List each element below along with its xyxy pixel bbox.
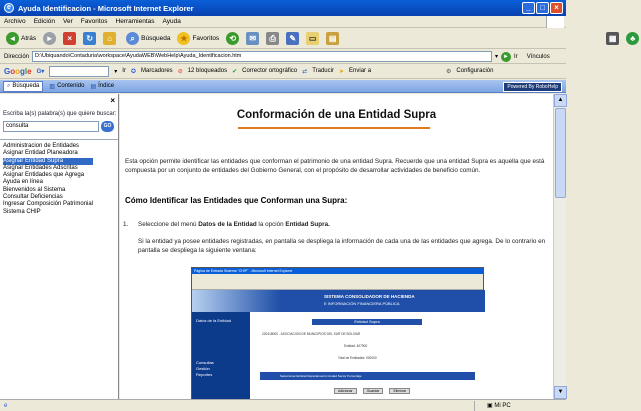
book-icon: ▥ xyxy=(49,83,56,90)
computer-icon: ▣ xyxy=(487,403,493,409)
google-toolbar xyxy=(0,64,566,79)
stop-button[interactable] xyxy=(61,31,78,47)
menu-herramientas[interactable]: Herramientas xyxy=(115,18,155,25)
search-pane xyxy=(0,94,119,399)
forward-arrow-icon: ► xyxy=(43,32,56,45)
emb-side-item: Reportes xyxy=(196,372,213,377)
google-dropdown-icon[interactable]: ▾ xyxy=(114,68,118,75)
windows-logo-icon xyxy=(546,16,564,28)
back-button[interactable] xyxy=(4,31,38,47)
close-button[interactable]: × xyxy=(550,2,563,14)
refresh-button[interactable] xyxy=(81,31,98,47)
stop-icon: × xyxy=(63,32,76,45)
mail-button[interactable] xyxy=(244,31,261,47)
list-item[interactable]: Administracion de Entidades xyxy=(3,143,80,149)
list-item[interactable]: Ingresar Composición Patrimonial xyxy=(3,201,94,208)
vertical-scrollbar[interactable] xyxy=(553,94,566,399)
google-star-icon[interactable]: ✪ xyxy=(130,68,136,75)
list-item[interactable]: Sistema CHIP xyxy=(3,208,41,215)
section-heading: Cómo Identificar las Entidades que Conforman una Supra: xyxy=(125,196,348,205)
tab-indice[interactable] xyxy=(90,83,114,90)
list-item[interactable]: Consultar Deficiencias xyxy=(3,194,63,201)
favorites-label: Favoritos xyxy=(192,35,220,42)
tab-busqueda[interactable] xyxy=(3,81,43,92)
address-bar xyxy=(0,50,566,64)
search-label: Escriba la(s) palabra(s) que quiere buscar: xyxy=(3,111,117,117)
title-underline xyxy=(238,127,430,129)
step-number: 1. xyxy=(123,221,129,228)
links-button[interactable]: Vínculos xyxy=(526,53,550,60)
robohelp-badge: Powered By RoboHelp xyxy=(503,82,562,92)
list-item[interactable]: Bienvenidos al Sistema xyxy=(3,186,66,193)
emb-side-item: Consultas xyxy=(196,360,214,365)
tab-busqueda-label: Búsqueda xyxy=(12,83,40,89)
mail-icon: ✉ xyxy=(246,32,259,45)
go-button[interactable]: Ir xyxy=(514,53,518,60)
go-arrow-icon[interactable]: ► xyxy=(501,52,511,62)
google-logo: Google xyxy=(4,66,32,76)
emb-side-item: Datos de la Entidad xyxy=(196,318,231,323)
spellcheck-icon: ✔ xyxy=(232,68,238,75)
print-button[interactable] xyxy=(264,31,281,47)
standard-toolbar xyxy=(0,29,636,49)
search-pane-header xyxy=(0,94,118,140)
popup-blocked-button[interactable]: 12 bloqueados xyxy=(187,68,228,74)
emb-side-item: Gestión xyxy=(196,366,210,371)
printer-icon: ⎙ xyxy=(266,32,279,45)
emb-line: Entidad: 407900 xyxy=(344,344,368,348)
scroll-up-icon[interactable]: ▲ xyxy=(554,94,567,107)
edit-button[interactable] xyxy=(284,31,301,47)
step-text-pre: Seleccione del menú xyxy=(138,221,199,228)
search-go-button[interactable]: GO xyxy=(101,121,114,132)
back-arrow-icon: ◄ xyxy=(6,32,19,45)
messenger-button[interactable] xyxy=(324,31,341,47)
step-text-mid: la opción xyxy=(256,221,286,228)
emb-button: Eliminar xyxy=(389,388,410,394)
extra-tool-button[interactable] xyxy=(604,31,621,47)
history-icon: ⟲ xyxy=(226,32,239,45)
list-item[interactable]: Asignar Entidad Planeadora xyxy=(3,150,78,157)
ie-logo-icon: e xyxy=(4,3,14,13)
messenger-icon-button[interactable] xyxy=(624,31,641,47)
intro-paragraph: Esta opción permite identificar las entidades que conforman el patrimonio de una entidad Supra. Recuerde que una entidad Supra es aquella que está compuesta por un conjunto de entidades del Gobierno General, con el propósito de desarrollar actividades de beneficio común. xyxy=(125,158,545,174)
send-icon: ➤ xyxy=(338,68,345,75)
maximize-button[interactable]: □ xyxy=(536,2,549,14)
step-detail: Si la entidad ya posee entidades registradas, en pantalla se despliega la información de cada una de las entidades que agrega. De lo contrario en pantalla se despliega la siguiente ventana: xyxy=(138,238,546,254)
search-icon: ⌕ xyxy=(126,32,139,45)
google-settings-icon: ⚙ xyxy=(446,68,452,75)
step-menu-name: Datos de la Entidad xyxy=(198,221,257,228)
google-settings-button[interactable]: Configuración xyxy=(456,68,494,74)
title-bar xyxy=(0,0,566,16)
banner-line-2: E INFORMACIÓN FINANCIERA PÚBLICA xyxy=(324,301,400,306)
emb-button: Adicionar xyxy=(334,388,357,394)
home-button[interactable] xyxy=(101,31,118,47)
popup-blocked-icon: ⊘ xyxy=(177,68,183,75)
translate-button[interactable]: Traducir xyxy=(312,68,334,74)
menu-edicion[interactable]: Edición xyxy=(33,18,56,25)
embedded-screenshot xyxy=(191,267,484,399)
translate-icon: ⇄ xyxy=(302,68,308,75)
google-search-input[interactable] xyxy=(49,66,109,77)
spellcheck-button[interactable]: Corrector ortográfico xyxy=(242,68,298,74)
scroll-thumb[interactable] xyxy=(555,108,566,198)
favorites-button[interactable] xyxy=(175,31,221,47)
embedded-title-bar: Página de Entrada Sistema "CHIP" - Microsoft Internet Explorer xyxy=(192,268,483,274)
scroll-down-icon[interactable]: ▼ xyxy=(554,386,567,399)
emb-line: 220418000 - ASOCIACION DE MUNICIPIOS DEL SUR DE BOLIVAR xyxy=(262,332,361,336)
page-done-icon: e xyxy=(4,402,8,409)
minimize-button[interactable]: _ xyxy=(522,2,535,14)
address-input[interactable]: D:\Ubiquando\Contaduria\workspace\AyudaWEB\WebHelp\Ayuda_Identificacion.htm xyxy=(32,51,492,62)
edit-icon: ✎ xyxy=(286,32,299,45)
emb-buttons xyxy=(334,388,410,394)
menu-ver[interactable]: Ver xyxy=(63,18,73,25)
menu-ayuda[interactable]: Ayuda xyxy=(162,18,181,25)
embedded-banner xyxy=(192,290,485,312)
bookmarks-button[interactable]: Marcadores xyxy=(141,68,173,74)
search-button[interactable] xyxy=(124,31,172,47)
step-option-name: Entidad Supra. xyxy=(285,221,330,228)
menu-archivo[interactable]: Archivo xyxy=(4,18,26,25)
menu-bar xyxy=(0,16,566,28)
emb-line: Total de Entidades: 000000 xyxy=(338,356,377,360)
help-navigation-bar xyxy=(0,80,566,93)
embedded-main xyxy=(250,312,485,400)
help-content xyxy=(120,94,553,399)
folder-icon: ▭ xyxy=(306,32,319,45)
embedded-sidebar xyxy=(192,312,250,400)
home-icon: ⌂ xyxy=(103,32,116,45)
emb-section-header: Entidad Supra xyxy=(312,319,422,325)
page-title: Conformación de una Entidad Supra xyxy=(236,109,437,121)
close-pane-icon[interactable]: × xyxy=(110,96,115,105)
window-title: Ayuda Identificacion - Microsoft Internet Explorer xyxy=(18,3,194,13)
tool-icon: ▦ xyxy=(606,32,619,45)
forward-button[interactable] xyxy=(41,31,58,47)
status-bar xyxy=(0,399,566,411)
list-item[interactable]: Ayuda en línea xyxy=(3,179,43,186)
google-go-button[interactable]: Ir xyxy=(122,68,126,74)
messenger-icon: ♣ xyxy=(626,32,639,45)
send-to-button[interactable]: Enviar a xyxy=(349,68,372,74)
zone-label: Mi PC xyxy=(494,403,511,409)
list-item[interactable]: Asignar Entidades que Agrega xyxy=(3,172,85,179)
embedded-toolbars xyxy=(192,274,483,290)
emb-table-header: Seleccionar Entidad Departamento Ciudad Sector Porcentaje xyxy=(260,372,475,380)
banner-line-1: SISTEMA CONSOLIDADOR DE HACIENDA xyxy=(324,294,415,299)
security-zone xyxy=(474,401,511,411)
tab-contenido[interactable] xyxy=(49,83,84,90)
address-label: Dirección xyxy=(4,53,30,60)
refresh-icon: ↻ xyxy=(83,32,96,45)
address-dropdown-icon[interactable]: ▾ xyxy=(495,54,499,60)
search-tab-icon: ⌕ xyxy=(7,82,11,89)
search-input[interactable]: consulta xyxy=(3,121,99,132)
tab-indice-label: Índice xyxy=(98,83,115,89)
list-item[interactable]: Asignar Entidades Adscritas xyxy=(3,164,78,171)
search-label: Búsqueda xyxy=(141,35,171,42)
step-1 xyxy=(123,221,330,228)
tab-contenido-label: Contenido xyxy=(57,83,85,89)
star-icon: ★ xyxy=(177,32,190,45)
discuss-button[interactable] xyxy=(304,31,321,47)
menu-favoritos[interactable]: Favoritos xyxy=(80,18,108,25)
index-icon: ▤ xyxy=(90,83,97,90)
emb-button: Guardar xyxy=(363,388,384,394)
search-results-list xyxy=(3,143,93,216)
back-label: Atrás xyxy=(21,35,37,42)
research-icon: ▤ xyxy=(326,32,339,45)
google-g-icon[interactable]: G▾ xyxy=(36,68,45,75)
list-item-selected[interactable]: Asignar Entidad Supra xyxy=(3,158,93,165)
history-button[interactable] xyxy=(224,31,241,47)
